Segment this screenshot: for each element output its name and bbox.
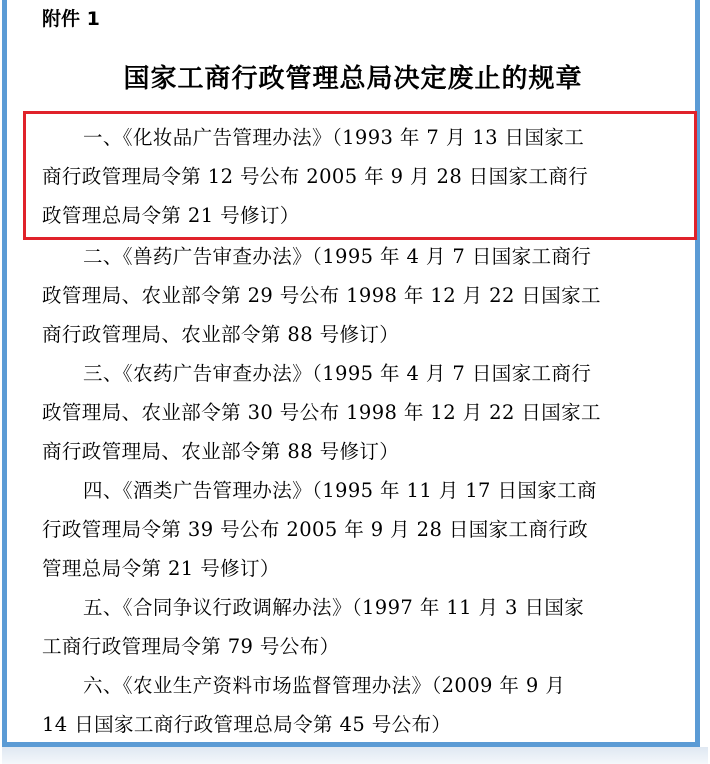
item-line: 商行政管理局、农业部令第 88 号修订） <box>42 440 400 463</box>
regulation-item-6 <box>42 666 690 744</box>
attachment-label: 附件 1 <box>42 8 100 30</box>
item-line: 一、《化妆品广告管理办法》（1993 年 7 月 13 日国家工 <box>83 126 585 149</box>
item-line: 政管理局、农业部令第 30 号公布 1998 年 12 月 22 日国家工 <box>42 401 601 424</box>
regulation-item-2 <box>42 237 690 354</box>
regulation-item-5 <box>42 588 690 666</box>
item-line: 商行政管理局令第 12 号公布 2005 年 9 月 28 日国家工商行 <box>42 165 589 188</box>
page-shadow <box>2 747 708 764</box>
item-line: 管理总局令第 21 号修订） <box>42 557 280 580</box>
item-line: 工商行政管理局令第 79 号公布） <box>42 635 340 658</box>
highlight-annotation-box <box>23 111 697 240</box>
item-line: 三、《农药广告审查办法》（1995 年 4 月 7 日国家工商行 <box>83 362 592 385</box>
regulation-item-4 <box>42 471 690 588</box>
item-line: 四、《酒类广告管理办法》（1995 年 11 月 17 日国家工商 <box>83 479 597 502</box>
item-line: 商行政管理局、农业部令第 88 号修订） <box>42 323 400 346</box>
item-line: 六、《农业生产资料市场监督管理办法》（2009 年 9 月 <box>83 674 566 697</box>
item-line: 二、《兽药广告审查办法》（1995 年 4 月 7 日国家工商行 <box>83 245 592 268</box>
document-title: 国家工商行政管理总局决定废止的规章 <box>123 64 583 94</box>
item-line: 政管理局、农业部令第 29 号公布 1998 年 12 月 22 日国家工 <box>42 284 601 307</box>
item-line: 行政管理局令第 39 号公布 2005 年 9 月 28 日国家工商行政 <box>42 518 589 541</box>
item-line: 14 日国家工商行政管理总局令第 45 号公布） <box>42 713 452 736</box>
item-line: 政管理总局令第 21 号修订） <box>42 204 300 227</box>
regulation-item-3 <box>42 354 690 471</box>
item-line: 五、《合同争议行政调解办法》（1997 年 11 月 3 日国家 <box>83 596 585 619</box>
